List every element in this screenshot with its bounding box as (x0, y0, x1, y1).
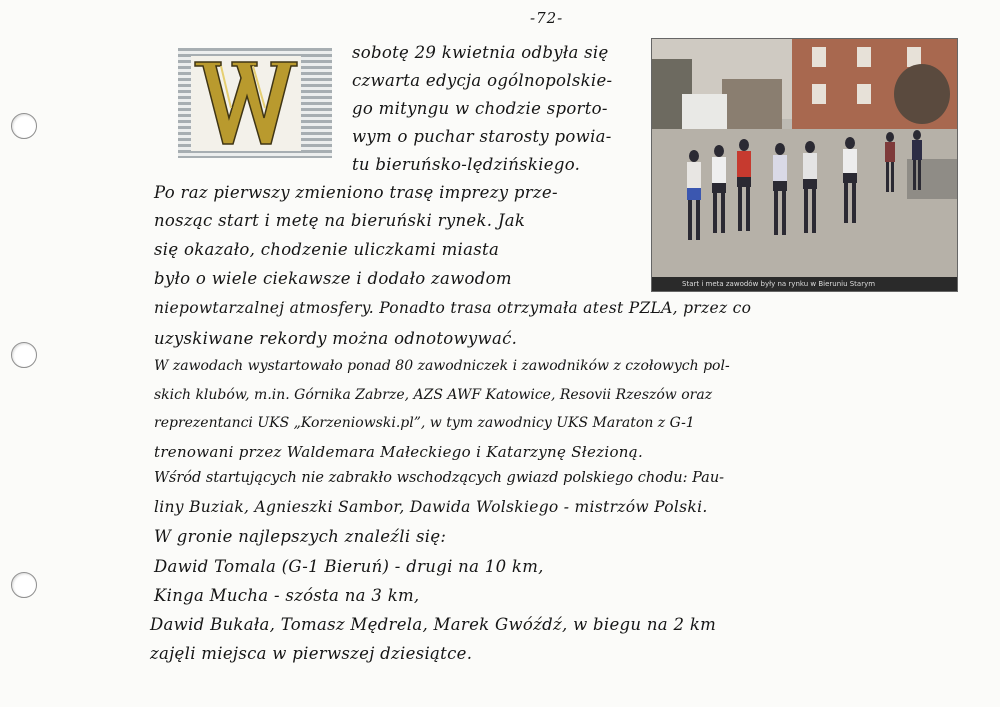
text-line: reprezentanci UKS „Korzeniowski.pl”, w tym zawodnicy UKS Maraton z G-1 (154, 415, 695, 431)
text-line: nosząc start i metę na bieruński rynek. Jak (154, 211, 526, 230)
text-line: Kinga Mucha - szósta na 3 km, (154, 586, 420, 605)
text-line: liny Buziak, Agnieszki Sambor, Dawida Wolskiego - mistrzów Polski. (154, 498, 708, 516)
newspaper-photo (651, 38, 958, 292)
text-line: Po raz pierwszy zmieniono trasę imprezy prze- (154, 183, 558, 202)
text-line: Wśród startujących nie zabrakło wschodzących gwiazd polskiego chodu: Pau- (154, 470, 725, 486)
text-line: skich klubów, m.in. Górnika Zabrze, AZS AWF Katowice, Resovii Rzeszów oraz (154, 387, 713, 403)
text-line: go mityngu w chodzie sporto- (352, 99, 608, 118)
text-line: Dawid Bukała, Tomasz Mędrela, Marek Gwóźdź, w biegu na 2 km (150, 615, 717, 634)
text-line: było o wiele ciekawsze i dodało zawodom (154, 269, 512, 288)
text-line: W zawodach wystartowało ponad 80 zawodniczek i zawodników z czołowych pol- (154, 358, 730, 374)
text-line: wym o puchar starosty powia- (352, 127, 612, 146)
text-line: Dawid Tomala (G-1 Bieruń) - drugi na 10 km, (154, 557, 544, 576)
binder-hole (11, 342, 37, 368)
text-line: zajęli miejsca w pierwszej dziesiątce. (150, 644, 473, 663)
text-line: tu bieruńsko-lędzińskiego. (352, 155, 581, 174)
decorative-initial-letter (191, 56, 301, 151)
text-line: niepowtarzalnej atmosfery. Ponadto trasa otrzymała atest PZLA, przez co (154, 299, 752, 317)
text-line: uzyskiwane rekordy można odnotowywać. (154, 329, 518, 348)
binder-hole (11, 572, 37, 598)
photo-caption: Start i meta zawodów były na rynku w Bieruniu Starym (652, 277, 957, 291)
text-line: sobotę 29 kwietnia odbyła się (352, 43, 609, 62)
text-line: się okazało, chodzenie uliczkami miasta (154, 240, 500, 259)
text-line: W gronie najlepszych znaleźli się: (154, 527, 447, 546)
binder-hole (11, 113, 37, 139)
race-walkers-image (652, 39, 957, 291)
text-line: trenowani przez Waldemara Małeckiego i Katarzynę Słezioną. (154, 443, 644, 461)
text-line: czwarta edycja ogólnopolskie- (352, 71, 613, 90)
page-number: -72- (530, 9, 564, 27)
